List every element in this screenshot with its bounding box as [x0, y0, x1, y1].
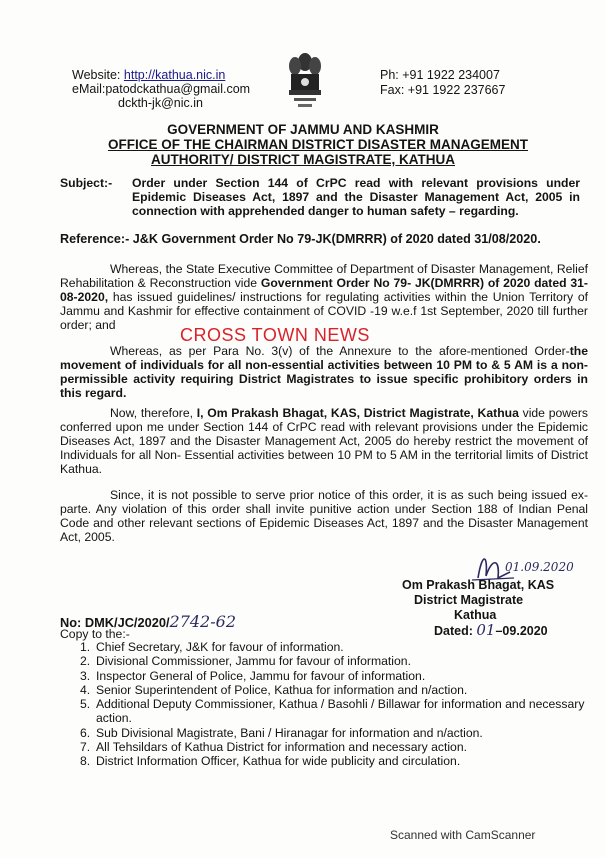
phone-fax-block — [380, 68, 505, 98]
email-secondary[interactable]: dckth-jk@nic.in — [118, 96, 203, 110]
dated-label: Dated: — [434, 624, 473, 638]
reference-line: Reference:- J&K Government Order No 79-JK(DMRRR) of 2020 dated 31/08/2020. — [60, 232, 541, 246]
list-item: 6. Sub Divisional Magistrate, Bani / Hiranagar for information and n/action. — [80, 725, 483, 740]
signatory-name: Om Prakash Bhagat, KAS — [402, 578, 555, 592]
paragraph-4: Since, it is not possible to serve prior notice of this order, it is as such being issued ex-parte. Any violation of this order shall invite punitive action under Section 188 of Indian Penal Code and other relevant sections of Epidemic Diseases Act, 1897 and the Disaster Management Act, 2005. — [60, 488, 588, 544]
paragraph-2 — [60, 344, 588, 400]
email-label: eMail: — [72, 82, 106, 96]
signature-block — [402, 578, 582, 639]
list-item: 4. Senior Superintendent of Police, Kathua for information and n/action. — [80, 682, 468, 697]
p3-text-a: Now, therefore, — [110, 406, 197, 420]
subject-label: Subject:- — [60, 176, 113, 190]
list-item: 7. All Tehsildars of Kathua District for information and necessary action. — [80, 740, 467, 755]
paragraph-3 — [60, 406, 588, 476]
list-item: 1. Chief Secretary, J&K for favour of information. — [80, 640, 344, 654]
header-line-2: OFFICE OF THE CHAIRMAN DISTRICT DISASTER MANAGEMENT — [108, 137, 528, 152]
header-line-3: AUTHORITY/ DISTRICT MAGISTRATE, KATHUA — [151, 152, 455, 167]
scanner-footer: Scanned with CamScanner — [390, 828, 536, 842]
copy-to-label: Copy to the:- — [60, 627, 130, 641]
phone-number: Ph: +91 1922 234007 — [380, 68, 500, 82]
paragraph-1 — [60, 262, 588, 332]
p1-text-bold: Government Order No 79- JK(DMRRR) of 2020 dated 31-08-2020, — [60, 276, 588, 304]
contact-block — [72, 68, 250, 110]
website-link[interactable]: http://kathua.nic.in — [123, 68, 226, 82]
watermark-text: CROSS TOWN NEWS — [180, 325, 370, 345]
p1-text-b: has issued guidelines/ instructions for regulating activities within the Union Territory of Jammu and Kashmir for effective containment of COVID -19 w.e.f 1st September, 2020 till further order; and — [60, 290, 588, 332]
dated-rest: –09.2020 — [495, 624, 548, 638]
email-primary[interactable]: patodckathua@gmail.com — [105, 82, 251, 96]
state-emblem-icon — [284, 48, 326, 114]
list-item: 3. Inspector General of Police, Jammu for favour of information. — [80, 668, 426, 683]
distribution-list — [80, 640, 585, 769]
fax-number: Fax: +91 1922 237667 — [380, 83, 506, 97]
list-item: 5. Additional Deputy Commissioner, Kathua / Basohli / Billawar for information and necessary action. — [80, 697, 585, 726]
p3-text-bold: I, Om Prakash Bhagat, KAS, District Magistrate, Kathua — [196, 406, 519, 420]
p2-text-bold: the movement of individuals for all non-essential activities between 10 PM to & 5 AM is a non- permissible activity requiring District Magistrates to issue specific prohibitory orders in this regard. — [60, 344, 588, 400]
list-item: 8. District Information Officer, Kathua for wide publicity and circulation. — [80, 754, 461, 769]
letterhead-title — [0, 122, 606, 167]
p2-text-a: Whereas, as per Para No. 3(v) of the Annexure to the afore-mentioned Order- — [110, 344, 570, 358]
signatory-place: Kathua — [454, 608, 497, 622]
order-number-label: No: DMK/JC/2020/ — [60, 615, 170, 630]
subject-block — [60, 176, 580, 218]
list-item: 2. Divisional Commissioner, Jammu for favour of information. — [80, 654, 411, 669]
p3-text-b: vide powers conferred upon me under Section 144 of CrPC read with relevant provisions under the Epidemic Diseases Act, 1897 and the Disaster Management Act, 2005 do hereby restrict the movement of Individuals for all Non- Essential activities between 10 PM to 5 AM in the territorial limits of District Kathua. — [60, 406, 588, 476]
subject-text: Order under Section 144 of CrPC read with relevant provisions under Epidemic Diseases Act, 1897 and the Disaster Management Act, 2005 in connection with apprehended danger to human safety – regarding. — [132, 176, 580, 218]
p1-text-a: Whereas, the State Executive Committee of Department of Disaster Management, Relief Rehabilitation & Reconstruction vide — [60, 262, 588, 290]
dated-handwritten-day: 01 — [476, 621, 496, 639]
signatory-title: District Magistrate — [414, 593, 524, 607]
header-line-1: GOVERNMENT OF JAMMU AND KASHMIR — [167, 122, 439, 137]
order-number-handwritten: 2742-62 — [169, 612, 236, 631]
website-label: Website: — [72, 68, 121, 82]
signature-handwritten-date: 01.09.2020 — [505, 560, 574, 574]
